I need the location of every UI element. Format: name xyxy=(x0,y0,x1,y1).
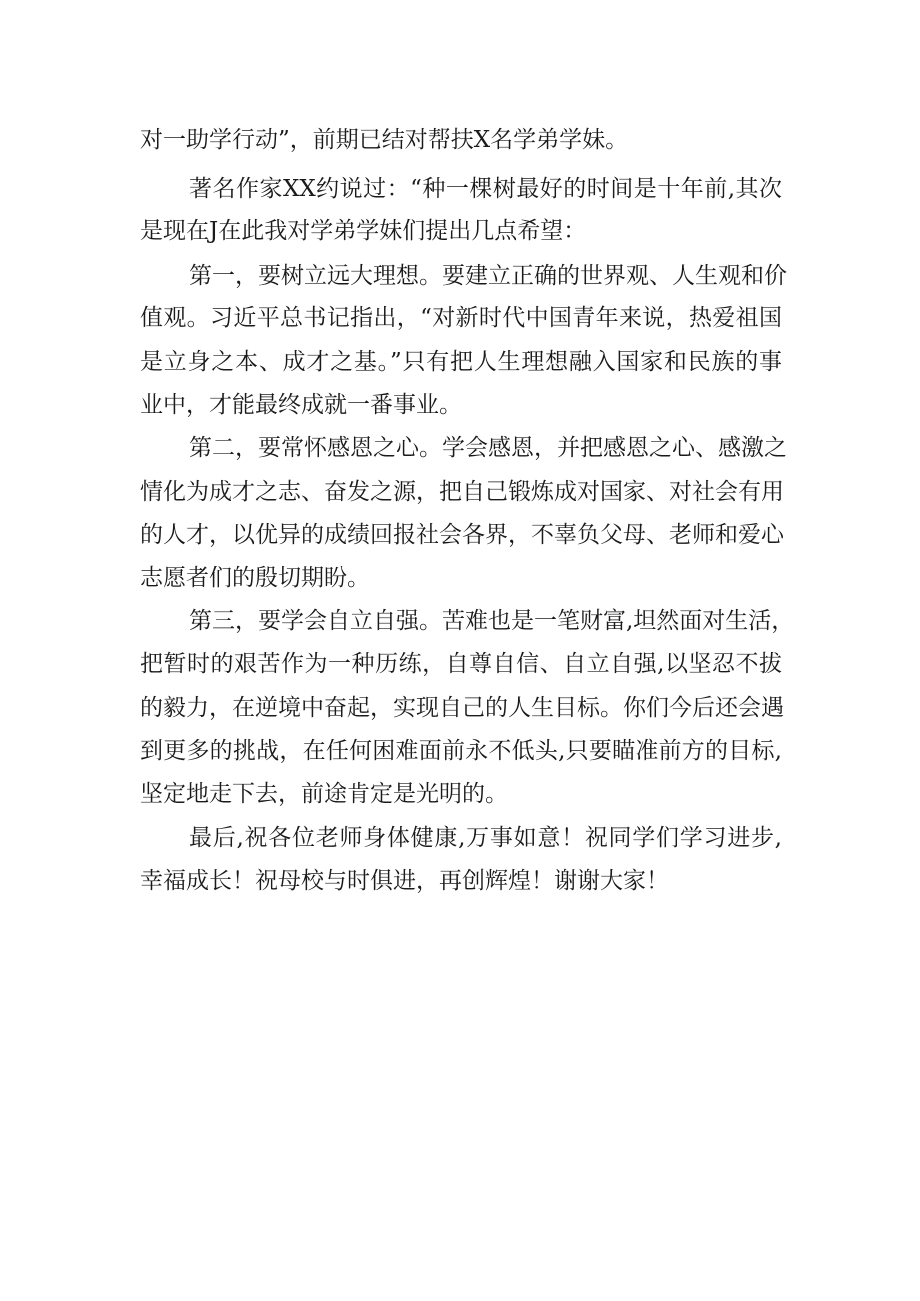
text-line-content: 到更多的挑战，在任何困难面前永不低头,只要瞄准前方的目标, xyxy=(140,738,782,764)
text-line xyxy=(0,556,920,600)
text-line xyxy=(0,772,920,816)
text-line xyxy=(0,816,920,860)
text-line xyxy=(0,599,920,643)
text-line-content: 的人才，以优异的成绩回报社会各界，不辜负父母、老师和爱心 xyxy=(140,522,784,548)
text-line-content: 值观。习近平总书记指出，“对新时代中国青年来说，热爱祖国 xyxy=(140,305,782,331)
text-line-content: 第一，要树立远大理想。要建立正确的世界观、人生观和价 xyxy=(189,263,787,289)
text-line xyxy=(0,167,920,211)
text-line-content: 是现在J在此我对学弟学妹们提出几点希望： xyxy=(140,218,587,244)
text-line-content: 第二，要常怀感恩之心。学会感恩，并把感恩之心、感激之 xyxy=(189,435,787,461)
text-line-content: 是立身之本、成才之基。”只有把人生理想融入国家和民族的事 xyxy=(140,349,782,375)
text-line-content: 把暂时的艰苦作为一种历练，自尊自信、自立自强,以坚忍不拔 xyxy=(140,651,782,677)
text-line xyxy=(0,296,920,340)
text-line-content: 坚定地走下去，前途肯定是光明的。 xyxy=(140,781,508,807)
text-line-content: 志愿者们的殷切期盼。 xyxy=(140,565,370,591)
text-line xyxy=(0,470,920,514)
text-line xyxy=(0,513,920,557)
text-line-content: 情化为成才之志、奋发之源，把自己锻炼成对国家、对社会有用 xyxy=(140,479,784,505)
text-line-content: 第三，要学会自立自强。苦难也是一笔财富,坦然面对生活， xyxy=(189,608,795,634)
text-line-content: 最后,祝各位老师身体健康,万事如意！祝同学们学习进步, xyxy=(189,825,782,851)
text-line xyxy=(0,340,920,384)
text-line xyxy=(0,859,920,903)
text-line xyxy=(0,426,920,470)
text-line-content: 幸福成长！祝母校与时俱进，再创辉煌！谢谢大家！ xyxy=(140,868,669,894)
text-line xyxy=(0,686,920,730)
text-line-content: 的毅力，在逆境中奋起，实现自己的人生目标。你们今后还会遇 xyxy=(140,695,784,721)
text-line-content: 著名作家XX约说过：“种一棵树最好的时间是十年前,其次 xyxy=(189,176,782,202)
text-line xyxy=(0,118,920,162)
text-line xyxy=(0,209,920,253)
text-line xyxy=(0,729,920,773)
text-line-content: 业中，才能最终成就一番事业。 xyxy=(140,392,462,418)
text-line xyxy=(0,383,920,427)
text-line-content: 对一助学行动”，前期已结对帮扶X名学弟学妹。 xyxy=(140,127,629,153)
text-line xyxy=(0,254,920,298)
text-line xyxy=(0,642,920,686)
